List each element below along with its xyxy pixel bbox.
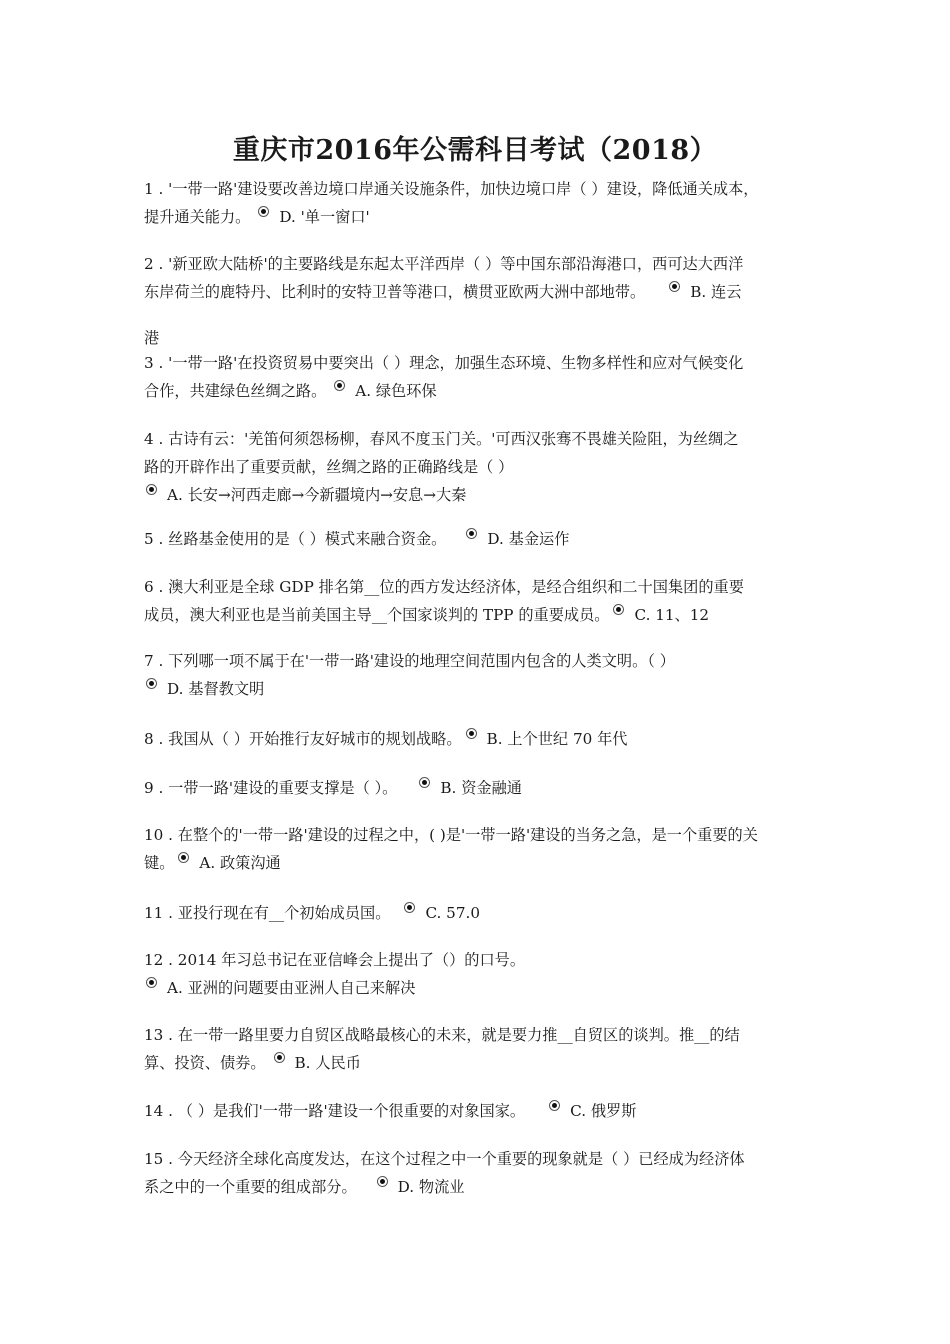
question-15	[144, 1145, 812, 1201]
radio-selected-icon[interactable]	[146, 484, 157, 495]
question-2-answer-cont: 港	[144, 329, 160, 347]
radio-selected-icon[interactable]	[146, 977, 157, 988]
question-11-text: 11 . 亚投行现在有__个初始成员国。	[144, 904, 391, 922]
question-5	[144, 525, 812, 553]
question-7-text: 7 . 下列哪一项不属于在'一带一路'建设的地理空间范围内包含的人类文明。（ ）	[144, 652, 675, 670]
question-9-text: 9 . 一带一路'建设的重要支撑是（ ）。	[144, 779, 398, 797]
question-1-text: 1 . '一带一路'建设要改善边境口岸通关设施条件，加快边境口岸（ ）建设，降低通关成本，	[144, 180, 759, 198]
question-5-answer: D. 基金运作	[487, 530, 570, 548]
radio-selected-icon[interactable]	[419, 777, 430, 788]
question-9	[144, 774, 812, 802]
radio-selected-icon[interactable]	[258, 206, 269, 217]
question-4	[144, 425, 812, 509]
question-10-text: 10 . 在整个的'一带一路'建设的过程之中，( )是'一带一路'建设的当务之急，是一个重要的关	[144, 826, 758, 844]
radio-selected-icon[interactable]	[549, 1100, 560, 1111]
radio-selected-icon[interactable]	[613, 604, 624, 615]
question-14-answer: C. 俄罗斯	[570, 1102, 637, 1120]
question-5-text: 5 . 丝路基金使用的是（ ）模式来融合资金。	[144, 530, 447, 548]
question-13-answer: B. 人民币	[294, 1054, 361, 1072]
question-12-answer: A. 亚洲的问题要由亚洲人自己来解决	[167, 979, 416, 997]
question-6-answer: C. 11、12	[634, 606, 710, 624]
question-2-text-cont: 东岸荷兰的鹿特丹、比利时的安特卫普等港口，横贯亚欧两大洲中部地带。	[144, 283, 646, 301]
question-1	[144, 175, 812, 231]
radio-selected-icon[interactable]	[404, 902, 415, 913]
radio-selected-icon[interactable]	[466, 528, 477, 539]
question-4-text: 4 . 古诗有云：'羌笛何须怨杨柳，春风不度玉门关。'可西汉张骞不畏雄关险阻，为丝绸之	[144, 430, 739, 448]
question-9-answer: B. 资金融通	[440, 779, 522, 797]
question-4-text-cont: 路的开辟作出了重要贡献，丝绸之路的正确路线是（ ）	[144, 458, 514, 476]
question-7-answer: D. 基督教文明	[167, 680, 265, 698]
question-6-text-cont: 成员，澳大利亚也是当前美国主导__个国家谈判的 TPP 的重要成员。	[144, 606, 610, 624]
page-title: 重庆市2016年公需科目考试（2018）	[232, 135, 718, 166]
question-1-text-cont: 提升通关能力。	[144, 208, 251, 226]
question-10	[144, 821, 812, 877]
question-10-answer: A. 政策沟通	[199, 854, 281, 872]
question-7	[144, 647, 812, 703]
question-13-text: 13 . 在一带一路里要力自贸区战略最核心的未来，就是要力推__自贸区的谈判。推__的结	[144, 1026, 740, 1044]
radio-selected-icon[interactable]	[669, 281, 680, 292]
question-12	[144, 946, 812, 1002]
radio-selected-icon[interactable]	[377, 1176, 388, 1187]
question-3-answer: A. 绿色环保	[355, 382, 437, 400]
question-15-text: 15 . 今天经济全球化高度发达，在这个过程之中一个重要的现象就是（ ）已经成为经济体	[144, 1150, 745, 1168]
question-3	[144, 349, 812, 405]
radio-selected-icon[interactable]	[334, 380, 345, 391]
radio-selected-icon[interactable]	[274, 1052, 285, 1063]
question-3-text: 3 . '一带一路'在投资贸易中要突出（ ）理念，加强生态环境、生物多样性和应对气候变化	[144, 354, 744, 372]
question-13	[144, 1021, 812, 1077]
question-6	[144, 573, 812, 629]
radio-selected-icon[interactable]	[178, 852, 189, 863]
question-8-answer: B. 上个世纪 70 年代	[486, 730, 628, 748]
question-1-answer: D. '单一窗口'	[279, 208, 370, 226]
question-10-text-cont: 键。	[144, 854, 175, 872]
question-3-text-cont: 合作，共建绿色丝绸之路。	[144, 382, 327, 400]
question-12-text: 12 . 2014 年习总书记在亚信峰会上提出了（）的口号。	[144, 951, 526, 969]
question-6-text: 6 . 澳大利亚是全球 GDP 排名第__位的西方发达经济体，是经合组织和二十国集团的重要	[144, 578, 744, 596]
radio-selected-icon[interactable]	[146, 678, 157, 689]
question-14-text: 14 . （ ）是我们'一带一路'建设一个很重要的对象国家。	[144, 1102, 526, 1120]
question-13-text-cont: 算、投资、债券。	[144, 1054, 266, 1072]
question-11	[144, 899, 812, 927]
question-2-text: 2 . '新亚欧大陆桥'的主要路线是东起太平洋西岸（ ）等中国东部沿海港口，西可达大西洋	[144, 255, 744, 273]
question-15-answer: D. 物流业	[397, 1178, 465, 1196]
radio-selected-icon[interactable]	[466, 728, 477, 739]
question-8-text: 8 . 我国从（ ）开始推行友好城市的规划战略。	[144, 730, 462, 748]
question-2-answer: B. 连云	[690, 283, 742, 301]
question-4-answer: A. 长安→河西走廊→今新疆境内→安息→大秦	[167, 486, 467, 504]
question-8	[144, 725, 812, 753]
question-2	[144, 250, 812, 352]
question-15-text-cont: 系之中的一个重要的组成部分。	[144, 1178, 357, 1196]
question-11-answer: C. 57.0	[425, 904, 480, 922]
question-14	[144, 1097, 812, 1125]
